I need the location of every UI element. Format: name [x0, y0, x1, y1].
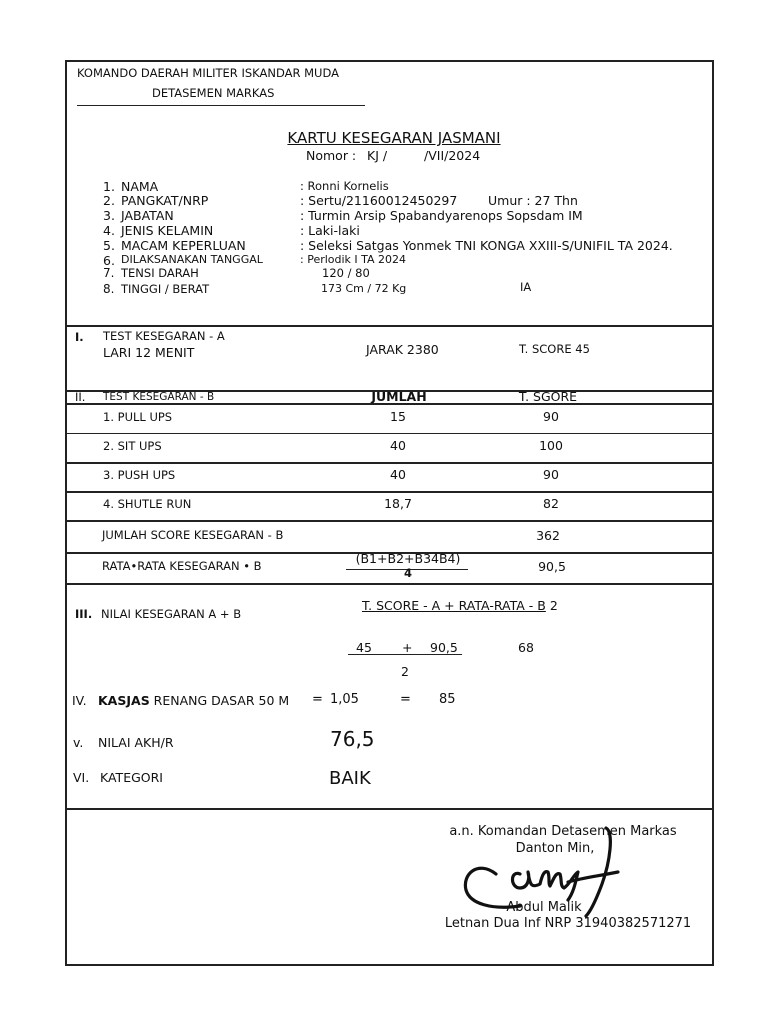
kategori-roman: VI.: [73, 770, 90, 785]
formula-main: T. SCORE - A + RATA-RATA - B: [362, 598, 546, 613]
identity-value: : Seleksi Satgas Yonmek TNI KONGA XXIII-S/UNIFIL TA 2024.: [300, 238, 673, 253]
identity-label: DILAKSANAKAN TANGGAL: [121, 253, 263, 266]
identity-number: 2.: [103, 193, 115, 208]
divider: [65, 808, 714, 810]
identity-label: MACAM KEPERLUAN: [121, 238, 246, 253]
identity-label: JABATAN: [121, 208, 174, 223]
test-b-item-count: 40: [390, 467, 406, 482]
kasjas-label: [98, 693, 289, 708]
kategori-label: KATEGORI: [100, 770, 163, 785]
identity-number: 7.: [103, 266, 115, 280]
nilai-akhir-label: NILAI AKH/R: [98, 735, 174, 750]
nilai-ab-result: 68: [518, 640, 534, 655]
test-a-distance: JARAK 2380: [366, 342, 439, 357]
formula-b: 90,5: [430, 640, 458, 655]
test-b-item-score: 90: [543, 409, 559, 424]
identity-number: 3.: [103, 208, 115, 223]
test-b-roman: II.: [75, 390, 86, 404]
test-b-title: TEST KESEGARAN - B: [103, 391, 215, 403]
formula-suffix: 2: [545, 598, 558, 613]
kasjas-score: 85: [439, 692, 456, 707]
test-b-item-count: 15: [390, 409, 406, 424]
test-a-roman: I.: [75, 330, 84, 344]
identity-value: : Turmin Arsip Spabandyarenops Sopsdam IM: [300, 208, 583, 223]
divider: [65, 520, 714, 522]
divider: [65, 325, 714, 327]
identity-value: 173 Cm / 72 Kg: [321, 282, 407, 295]
test-b-item-count: 40: [390, 438, 406, 453]
identity-value: : Perlodik I TA 2024: [300, 253, 407, 266]
divider: [65, 462, 714, 464]
test-a-event: LARI 12 MENIT: [103, 345, 195, 360]
nomor-kj: KJ /: [367, 148, 388, 163]
identity-label: TENSI DARAH: [121, 266, 199, 280]
divider: [65, 583, 714, 585]
test-a-score: T. SCORE 45: [519, 342, 590, 356]
header-rule: [77, 105, 365, 106]
avg-value: 90,5: [538, 559, 566, 574]
nomor-label: Nomor :: [306, 148, 357, 163]
test-b-item-label: 3. PUSH UPS: [103, 468, 176, 482]
formula-divisor: 2: [401, 664, 409, 679]
identity-value: : Sertu/21160012450297: [300, 193, 458, 208]
age-text: Umur : 27 Thn: [488, 193, 578, 208]
sum-value: 362: [536, 528, 560, 543]
test-b-item-score: 100: [539, 438, 563, 453]
test-b-item-score: 82: [543, 496, 559, 511]
identity-number: 8.: [103, 282, 115, 296]
kasjas-eq2: =: [400, 692, 411, 707]
header-command: KOMANDO DAERAH MILITER ISKANDAR MUDA: [77, 66, 339, 80]
test-b-item-label: 4. SHUTLE RUN: [103, 497, 192, 511]
identity-number: 5.: [103, 238, 115, 253]
divider: [66, 433, 713, 434]
nilai-akhir-value: 76,5: [330, 727, 375, 751]
test-a-title: TEST KESEGARAN - A: [103, 329, 225, 343]
divider: [65, 403, 714, 405]
avg-formula-bottom: 4: [403, 566, 413, 580]
jumlah-header: JUMLAH: [371, 389, 427, 404]
identity-value: : Ronni Kornelis: [300, 179, 389, 193]
kasjas-rest: RENANG DASAR 50 M: [149, 693, 290, 708]
test-b-item-count: 18,7: [384, 496, 412, 511]
card-title: KARTU KESEGARAN JASMANI: [287, 129, 501, 147]
blood-group: IA: [520, 280, 532, 294]
identity-label: NAMA: [121, 179, 159, 194]
signature-title: a.n. Komandan Detasemen Markas: [449, 824, 677, 839]
identity-value: : Laki-laki: [300, 223, 360, 238]
nilai-akhir-roman: v.: [73, 735, 84, 750]
test-b-item-score: 90: [543, 467, 559, 482]
avg-label: RATA•RATA KESEGARAN • B: [102, 559, 262, 573]
formula-a: 45: [356, 640, 372, 655]
fraction-bar: [348, 654, 462, 655]
kategori-value: BAIK: [329, 768, 371, 789]
kasjas-eq1: =: [312, 692, 323, 707]
divider: [65, 491, 714, 493]
nilai-ab-formula: [362, 598, 558, 613]
identity-label: JENIS KELAMIN: [121, 223, 214, 238]
identity-number: 1.: [103, 179, 115, 194]
nilai-ab-label: NILAI KESEGARAN A + B: [101, 607, 242, 621]
identity-label: PANGKAT/NRP: [121, 193, 209, 208]
avg-formula-top: (B1+B2+B34B4): [355, 551, 461, 566]
identity-number: 6.: [103, 253, 115, 268]
signatory-name: Abdul Malik: [506, 900, 582, 915]
identity-number: 4.: [103, 223, 115, 238]
signatory-rank: Letnan Dua Inf NRP 31940382571271: [444, 916, 692, 931]
tscore-header: T. SGORE: [518, 389, 578, 404]
header-unit: DETASEMEN MARKAS: [152, 86, 275, 100]
sum-label: JUMLAH SCORE KESEGARAN - B: [102, 528, 284, 542]
test-b-item-label: 1. PULL UPS: [103, 410, 173, 424]
signature-position: Danton Min,: [515, 841, 595, 856]
identity-value: 120 / 80: [322, 266, 370, 280]
formula-plus: +: [402, 640, 413, 655]
kasjas-bold: KASJAS: [98, 693, 150, 708]
test-b-item-label: 2. SIT UPS: [103, 439, 162, 453]
kasjas-roman: IV.: [72, 693, 87, 708]
identity-label: TINGGI / BERAT: [121, 282, 210, 296]
nilai-ab-roman: III.: [75, 607, 93, 621]
kasjas-time: 1,05: [330, 692, 359, 707]
nomor-date: /VII/2024: [424, 148, 481, 163]
